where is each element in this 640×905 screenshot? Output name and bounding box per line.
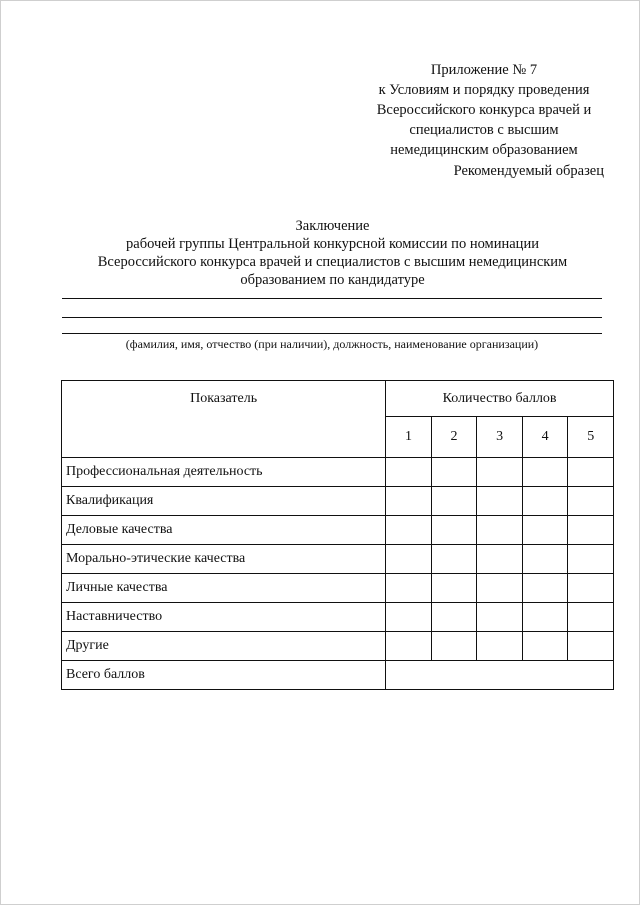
fill-in-line[interactable] (62, 317, 602, 318)
score-cell[interactable] (386, 487, 432, 516)
score-cell[interactable] (568, 516, 614, 545)
total-score-cell[interactable] (386, 661, 614, 690)
conclusion-line: рабочей группы Центральной конкурсной комиссии по номинации (126, 236, 539, 252)
row-label: Квалификация (62, 487, 386, 516)
table-row (62, 603, 614, 632)
indicator-header: Показатель (62, 381, 386, 458)
fill-in-line[interactable] (62, 333, 602, 334)
score-column-2: 2 (431, 417, 477, 458)
score-count-header: Количество баллов (386, 381, 614, 417)
table-row (62, 458, 614, 487)
score-column-1: 1 (386, 417, 432, 458)
score-cell[interactable] (477, 487, 523, 516)
score-cell[interactable] (568, 574, 614, 603)
score-cell[interactable] (386, 516, 432, 545)
row-label: Морально-этические качества (62, 545, 386, 574)
score-column-3: 3 (477, 417, 523, 458)
score-cell[interactable] (386, 574, 432, 603)
table-header-row (62, 381, 614, 417)
row-label: Профессиональная деятельность (62, 458, 386, 487)
row-label: Деловые качества (62, 516, 386, 545)
score-cell[interactable] (522, 458, 568, 487)
score-cell[interactable] (386, 458, 432, 487)
score-cell[interactable] (568, 603, 614, 632)
fill-in-caption: (фамилия, имя, отчество (при наличии), должность, наименование организации) (125, 337, 539, 351)
table-row (62, 545, 614, 574)
score-cell[interactable] (386, 603, 432, 632)
recommended-sample-label: Рекомендуемый образец (453, 163, 604, 179)
score-cell[interactable] (522, 487, 568, 516)
conclusion-title (60, 217, 605, 289)
total-label: Всего баллов (62, 661, 386, 690)
row-label: Личные качества (62, 574, 386, 603)
table-row (62, 516, 614, 545)
annex-line: немедицинским образованием (390, 142, 578, 158)
score-cell[interactable] (431, 632, 477, 661)
score-cell[interactable] (522, 574, 568, 603)
score-cell[interactable] (477, 603, 523, 632)
total-row (62, 661, 614, 690)
score-cell[interactable] (477, 458, 523, 487)
score-cell[interactable] (431, 574, 477, 603)
score-cell[interactable] (477, 574, 523, 603)
score-cell[interactable] (568, 487, 614, 516)
score-cell[interactable] (522, 545, 568, 574)
score-cell[interactable] (477, 516, 523, 545)
row-label: Другие (62, 632, 386, 661)
annex-line: специалистов с высшим (409, 122, 559, 138)
scores-table (61, 380, 614, 690)
score-cell[interactable] (477, 545, 523, 574)
score-cell[interactable] (568, 545, 614, 574)
score-cell[interactable] (431, 545, 477, 574)
table-row (62, 632, 614, 661)
score-cell[interactable] (386, 632, 432, 661)
score-cell[interactable] (568, 632, 614, 661)
score-cell[interactable] (522, 603, 568, 632)
score-cell[interactable] (431, 516, 477, 545)
annex-line: Приложение № 7 (430, 62, 538, 78)
annex-line: к Условиям и порядку проведения (378, 82, 590, 98)
score-cell[interactable] (522, 632, 568, 661)
conclusion-line: Всероссийского конкурса врачей и специалистов с высшим немедицинским (97, 254, 568, 270)
row-label: Наставничество (62, 603, 386, 632)
score-column-4: 4 (522, 417, 568, 458)
table-row (62, 487, 614, 516)
fill-in-line[interactable] (62, 298, 602, 299)
score-column-5: 5 (568, 417, 614, 458)
score-cell[interactable] (386, 545, 432, 574)
score-cell[interactable] (477, 632, 523, 661)
conclusion-line: Заключение (295, 218, 370, 234)
annex-block (364, 60, 604, 160)
score-cell[interactable] (431, 487, 477, 516)
conclusion-line: образованием по кандидатуре (240, 272, 425, 288)
table-row (62, 574, 614, 603)
score-cell[interactable] (568, 458, 614, 487)
score-cell[interactable] (431, 458, 477, 487)
annex-line: Всероссийского конкурса врачей и (376, 102, 592, 118)
score-cell[interactable] (431, 603, 477, 632)
score-cell[interactable] (522, 516, 568, 545)
